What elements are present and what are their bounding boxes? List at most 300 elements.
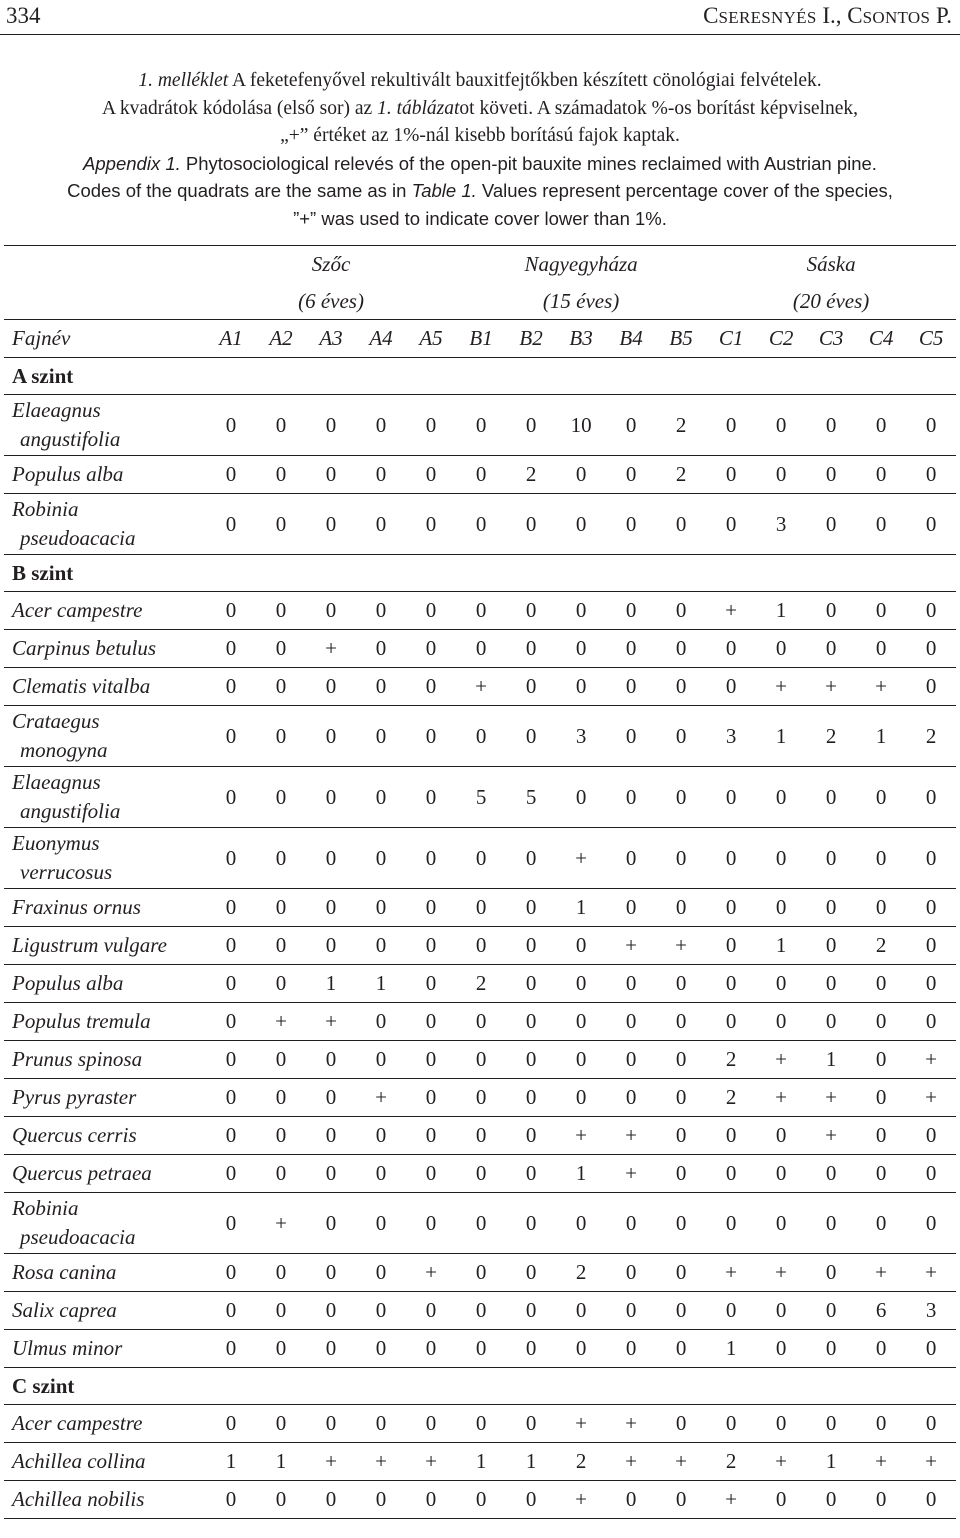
- species-name-part: pseudoacacia: [20, 526, 136, 550]
- cover-value: +: [556, 1481, 606, 1519]
- cover-value: 0: [456, 1254, 506, 1292]
- species-name: [4, 1330, 206, 1368]
- cover-value: 0: [406, 395, 456, 456]
- cover-value: 0: [456, 1079, 506, 1117]
- cover-value: 0: [406, 592, 456, 630]
- cover-value: 0: [256, 1330, 306, 1368]
- cover-value: 0: [756, 1003, 806, 1041]
- species-name: [4, 592, 206, 630]
- column-header-a1: A1: [206, 320, 256, 358]
- cover-value: 0: [256, 1405, 306, 1443]
- cover-value: 0: [206, 1254, 256, 1292]
- section-title: B szint: [4, 555, 206, 592]
- cover-value: 0: [656, 965, 706, 1003]
- cover-value: 0: [856, 592, 906, 630]
- cover-value: 0: [756, 1481, 806, 1519]
- cover-value: 0: [706, 1292, 756, 1330]
- table-row: [4, 706, 956, 767]
- cover-value: 2: [706, 1079, 756, 1117]
- cover-value: 0: [406, 456, 456, 494]
- species-name-part: Elaeagnus: [12, 770, 101, 794]
- site-name: Nagyegyháza: [456, 246, 706, 284]
- cover-value: 0: [356, 1193, 406, 1254]
- cover-value: 0: [906, 1117, 956, 1155]
- cover-value: +: [656, 927, 706, 965]
- species-name: [4, 1079, 206, 1117]
- cover-value: 0: [406, 668, 456, 706]
- cover-value: 0: [256, 1117, 306, 1155]
- cover-value: 0: [456, 1481, 506, 1519]
- column-header-b5: B5: [656, 320, 706, 358]
- cover-value: 0: [256, 592, 306, 630]
- species-name-part: Rosa canina: [12, 1260, 117, 1284]
- species-name-part: Quercus petraea: [12, 1161, 152, 1185]
- section-blank: [206, 555, 956, 592]
- species-name-part: Salix caprea: [12, 1298, 117, 1322]
- site-age: (20 éves): [792, 288, 870, 313]
- caption-en-label: Appendix 1.: [83, 152, 181, 174]
- cover-value: +: [906, 1443, 956, 1481]
- cover-value: 0: [606, 1041, 656, 1079]
- cover-value: 0: [806, 1003, 856, 1041]
- cover-value: 0: [306, 1117, 356, 1155]
- cover-value: 0: [606, 630, 656, 668]
- cover-value: 0: [756, 828, 806, 889]
- cover-value: +: [556, 1117, 606, 1155]
- cover-value: 0: [706, 494, 756, 555]
- cover-value: +: [706, 592, 756, 630]
- cover-value: 0: [606, 767, 656, 828]
- cover-value: 0: [506, 1041, 556, 1079]
- page-header: [0, 0, 960, 36]
- species-name: [4, 1443, 206, 1481]
- cover-value: 0: [406, 965, 456, 1003]
- cover-value: 0: [556, 1041, 606, 1079]
- cover-value: 0: [806, 927, 856, 965]
- cover-value: 2: [656, 456, 706, 494]
- cover-value: 0: [856, 1481, 906, 1519]
- page-number: 334: [6, 3, 41, 28]
- table-row: [4, 630, 956, 668]
- cover-value: 0: [356, 1041, 406, 1079]
- cover-value: 0: [506, 1117, 556, 1155]
- species-name-part: Achillea collina: [12, 1449, 146, 1473]
- cover-value: 0: [456, 1155, 506, 1193]
- cover-value: 0: [656, 592, 706, 630]
- species-name-part: Fraxinus ornus: [12, 895, 141, 919]
- species-name-part: verrucosus: [20, 860, 113, 884]
- cover-value: 0: [556, 1079, 606, 1117]
- cover-value: 0: [906, 494, 956, 555]
- cover-value: 0: [506, 828, 556, 889]
- cover-value: 0: [606, 828, 656, 889]
- table-row: [4, 1443, 956, 1481]
- cover-value: +: [606, 1443, 656, 1481]
- cover-value: 0: [806, 1330, 856, 1368]
- cover-value: +: [606, 1117, 656, 1155]
- cover-value: 0: [906, 592, 956, 630]
- cover-value: 0: [206, 1041, 256, 1079]
- cover-value: 0: [906, 767, 956, 828]
- cover-value: 0: [856, 1041, 906, 1079]
- cover-value: 0: [356, 1292, 406, 1330]
- cover-value: 0: [356, 395, 406, 456]
- cover-value: 0: [356, 706, 406, 767]
- cover-value: 0: [206, 456, 256, 494]
- cover-value: 0: [206, 706, 256, 767]
- species-name-part: Ulmus minor: [12, 1336, 123, 1360]
- species-name: [4, 965, 206, 1003]
- species-name-part: Ligustrum vulgare: [12, 933, 167, 957]
- cover-value: 0: [856, 1155, 906, 1193]
- cover-value: +: [606, 927, 656, 965]
- cover-value: 0: [456, 1003, 506, 1041]
- species-name: [4, 706, 206, 767]
- cover-value: 0: [356, 592, 406, 630]
- species-name-part: Clematis vitalba: [12, 674, 151, 698]
- cover-value: 0: [706, 767, 756, 828]
- cover-value: 3: [706, 706, 756, 767]
- cover-value: 0: [506, 1405, 556, 1443]
- cover-value: 0: [706, 965, 756, 1003]
- cover-value: 0: [206, 1193, 256, 1254]
- cover-value: 0: [756, 1117, 806, 1155]
- cover-value: 0: [606, 456, 656, 494]
- cover-value: 0: [306, 1405, 356, 1443]
- cover-value: 0: [306, 592, 356, 630]
- cover-value: 0: [356, 1254, 406, 1292]
- section-header-row: [4, 1368, 956, 1405]
- cover-value: +: [256, 1193, 306, 1254]
- section-title: A szint: [4, 358, 206, 395]
- cover-value: +: [856, 668, 906, 706]
- cover-value: 0: [506, 927, 556, 965]
- cover-value: 0: [756, 456, 806, 494]
- species-name-part: Euonymus: [12, 831, 100, 855]
- site-age: (15 éves): [542, 288, 620, 313]
- cover-value: 0: [906, 1330, 956, 1368]
- caption-en-line-1: Appendix 1. Phytosociological relevés of the open-pit bauxite mines reclaimed with Austrian pine.: [83, 152, 877, 174]
- cover-value: 2: [906, 706, 956, 767]
- table-row: [4, 1041, 956, 1079]
- cover-value: 0: [806, 494, 856, 555]
- column-header-c3: C3: [806, 320, 856, 358]
- cover-value: +: [756, 1079, 806, 1117]
- cover-value: 0: [506, 668, 556, 706]
- cover-value: 0: [306, 1079, 356, 1117]
- cover-value: 0: [406, 1292, 456, 1330]
- caption-hu-line-1: 1. melléklet A feketefenyővel rekultivált bauxitfejtőkben készített cönológiai felvételek.: [138, 70, 822, 91]
- cover-value: 0: [856, 395, 906, 456]
- table-row: [4, 965, 956, 1003]
- species-name: [4, 1117, 206, 1155]
- table-row: [4, 1292, 956, 1330]
- cover-value: 0: [456, 456, 506, 494]
- species-name-part: monogyna: [20, 738, 108, 762]
- cover-value: 0: [756, 1330, 806, 1368]
- cover-value: 0: [556, 927, 606, 965]
- cover-value: 0: [256, 1079, 306, 1117]
- cover-value: 0: [506, 889, 556, 927]
- cover-value: 0: [856, 828, 906, 889]
- cover-value: 0: [856, 889, 906, 927]
- species-name: [4, 456, 206, 494]
- cover-value: 1: [856, 706, 906, 767]
- cover-value: 0: [306, 1481, 356, 1519]
- cover-value: 0: [606, 1330, 656, 1368]
- cover-value: 0: [606, 706, 656, 767]
- cover-value: 0: [256, 927, 306, 965]
- column-header-row: [4, 320, 956, 358]
- cover-value: 0: [356, 1481, 406, 1519]
- cover-value: 5: [456, 767, 506, 828]
- column-header-a5: A5: [406, 320, 456, 358]
- cover-value: 0: [206, 1003, 256, 1041]
- table-row: [4, 1330, 956, 1368]
- cover-value: 0: [606, 395, 656, 456]
- cover-value: 0: [756, 965, 806, 1003]
- table-row: [4, 395, 956, 456]
- cover-value: 0: [806, 456, 856, 494]
- cover-value: 0: [756, 395, 806, 456]
- cover-value: 0: [606, 668, 656, 706]
- cover-value: 0: [206, 1117, 256, 1155]
- cover-value: 0: [306, 767, 356, 828]
- cover-value: 0: [556, 965, 606, 1003]
- cover-value: 5: [506, 767, 556, 828]
- cover-value: 0: [206, 828, 256, 889]
- cover-value: 0: [406, 889, 456, 927]
- species-name: [4, 767, 206, 828]
- site-name: Sáska: [706, 246, 956, 284]
- cover-value: 0: [756, 630, 806, 668]
- cover-value: +: [606, 1155, 656, 1193]
- cover-value: 0: [506, 1254, 556, 1292]
- cover-value: 0: [356, 456, 406, 494]
- table-row: [4, 1254, 956, 1292]
- cover-value: 0: [506, 965, 556, 1003]
- cover-value: +: [856, 1254, 906, 1292]
- cover-value: +: [406, 1254, 456, 1292]
- cover-value: +: [256, 1003, 306, 1041]
- cover-value: 0: [806, 630, 856, 668]
- cover-value: 0: [706, 1155, 756, 1193]
- author-2-initial: C: [847, 3, 863, 28]
- cover-value: 0: [506, 706, 556, 767]
- species-name: [4, 494, 206, 555]
- cover-value: +: [306, 1443, 356, 1481]
- cover-value: 0: [756, 1193, 806, 1254]
- species-name-part: Achillea nobilis: [12, 1487, 145, 1511]
- cover-value: 0: [206, 1292, 256, 1330]
- cover-value: 2: [556, 1254, 606, 1292]
- cover-value: 1: [306, 965, 356, 1003]
- cover-value: 0: [356, 1405, 406, 1443]
- cover-value: 0: [756, 1292, 806, 1330]
- species-name-part: pseudoacacia: [20, 1225, 136, 1249]
- cover-value: 0: [506, 630, 556, 668]
- cover-value: 0: [806, 1155, 856, 1193]
- cover-value: 0: [506, 395, 556, 456]
- cover-value: 0: [506, 494, 556, 555]
- species-name-part: Pyrus pyraster: [12, 1085, 137, 1109]
- cover-value: 0: [556, 1292, 606, 1330]
- cover-value: 0: [256, 395, 306, 456]
- cover-value: 0: [206, 927, 256, 965]
- cover-value: +: [806, 668, 856, 706]
- section-blank: [206, 1368, 956, 1405]
- cover-value: 0: [656, 1254, 706, 1292]
- cover-value: 1: [806, 1041, 856, 1079]
- author-2-surname: SONTOS: [862, 8, 931, 27]
- cover-value: 0: [256, 1041, 306, 1079]
- author-1-surname: SERESNYÉS: [718, 8, 817, 27]
- cover-value: 0: [556, 1330, 606, 1368]
- cover-value: 0: [706, 630, 756, 668]
- cover-value: 0: [406, 927, 456, 965]
- species-name: [4, 1041, 206, 1079]
- cover-value: 0: [906, 927, 956, 965]
- cover-value: 0: [456, 1292, 506, 1330]
- cover-value: 0: [806, 592, 856, 630]
- cover-value: 0: [556, 1003, 606, 1041]
- name-column-header: Fajnév: [4, 320, 206, 358]
- cover-value: 0: [606, 1003, 656, 1041]
- column-header-c5: C5: [906, 320, 956, 358]
- cover-value: 0: [806, 395, 856, 456]
- cover-value: 3: [906, 1292, 956, 1330]
- cover-value: 0: [856, 1003, 906, 1041]
- cover-value: 0: [556, 668, 606, 706]
- table-row: [4, 494, 956, 555]
- cover-value: 0: [456, 706, 506, 767]
- cover-value: 0: [706, 927, 756, 965]
- cover-value: 0: [856, 1117, 906, 1155]
- cover-value: 0: [906, 1193, 956, 1254]
- cover-value: 0: [406, 1481, 456, 1519]
- cover-value: 0: [556, 456, 606, 494]
- cover-value: 0: [456, 395, 506, 456]
- table-row: [4, 592, 956, 630]
- cover-value: 0: [506, 592, 556, 630]
- cover-value: +: [806, 1079, 856, 1117]
- cover-value: 0: [206, 630, 256, 668]
- cover-value: +: [906, 1079, 956, 1117]
- cover-value: 0: [456, 1193, 506, 1254]
- cover-value: 0: [656, 1405, 706, 1443]
- cover-value: 0: [656, 1193, 706, 1254]
- cover-value: 0: [406, 1155, 456, 1193]
- table-row: [4, 1481, 956, 1519]
- running-head-authors: [703, 3, 952, 29]
- cover-value: +: [656, 1443, 706, 1481]
- species-name: [4, 828, 206, 889]
- table-row: [4, 1193, 956, 1254]
- table-row: [4, 1079, 956, 1117]
- cover-value: 0: [756, 1405, 806, 1443]
- cover-value: 0: [656, 494, 706, 555]
- cover-value: 0: [856, 456, 906, 494]
- section-header-row: [4, 358, 956, 395]
- cover-value: 0: [256, 1155, 306, 1193]
- cover-value: 0: [706, 395, 756, 456]
- cover-value: 0: [506, 1292, 556, 1330]
- cover-value: 0: [656, 828, 706, 889]
- cover-value: 0: [206, 1405, 256, 1443]
- corner-cell: [4, 284, 206, 320]
- table-row: [4, 1003, 956, 1041]
- cover-value: 0: [206, 1079, 256, 1117]
- cover-value: 0: [656, 1330, 706, 1368]
- cover-value: 0: [756, 1155, 806, 1193]
- cover-value: 0: [806, 1405, 856, 1443]
- cover-value: 0: [906, 668, 956, 706]
- cover-value: 0: [406, 1003, 456, 1041]
- species-name-part: Carpinus betulus: [12, 636, 157, 660]
- cover-value: 0: [906, 1405, 956, 1443]
- caption-en-line-2: Codes of the quadrats are the same as in Table 1. Values represent percentage cover of the species,: [67, 180, 893, 201]
- caption-hu-line-2: A kvadrátok kódolása (első sor) az 1. táblázatot követi. A számadatok %-os borítást képviselnek,: [101, 97, 859, 119]
- cover-value: 0: [906, 456, 956, 494]
- cover-value: 0: [806, 965, 856, 1003]
- cover-value: 1: [206, 1443, 256, 1481]
- species-name-part: Acer campestre: [12, 1411, 143, 1435]
- cover-value: 0: [456, 1117, 506, 1155]
- cover-value: 0: [506, 1193, 556, 1254]
- cover-value: 1: [756, 706, 806, 767]
- cover-value: 0: [456, 1041, 506, 1079]
- column-header-a4: A4: [356, 320, 406, 358]
- section-title: C szint: [4, 1368, 206, 1405]
- cover-value: 0: [306, 668, 356, 706]
- cover-value: 2: [806, 706, 856, 767]
- cover-value: 0: [656, 889, 706, 927]
- cover-value: 0: [656, 1155, 706, 1193]
- cover-value: 0: [856, 1405, 906, 1443]
- cover-value: 0: [606, 889, 656, 927]
- cover-value: 0: [256, 1292, 306, 1330]
- species-name: [4, 1155, 206, 1193]
- cover-value: 0: [506, 1330, 556, 1368]
- cover-value: 0: [856, 767, 906, 828]
- cover-value: 2: [556, 1443, 606, 1481]
- column-header-b2: B2: [506, 320, 556, 358]
- cover-value: 1: [556, 1155, 606, 1193]
- cover-value: 0: [256, 1481, 306, 1519]
- cover-value: 0: [906, 965, 956, 1003]
- species-name: [4, 1254, 206, 1292]
- cover-value: 0: [706, 889, 756, 927]
- header-rule: [0, 34, 960, 35]
- section-header-row: [4, 555, 956, 592]
- cover-value: 0: [306, 395, 356, 456]
- cover-value: 0: [606, 592, 656, 630]
- cover-value: 0: [656, 1481, 706, 1519]
- cover-value: 1: [506, 1443, 556, 1481]
- species-name: [4, 1405, 206, 1443]
- cover-value: 0: [806, 1481, 856, 1519]
- cover-value: 0: [806, 1254, 856, 1292]
- cover-value: 0: [306, 1254, 356, 1292]
- cover-value: 0: [856, 630, 906, 668]
- cover-value: 0: [756, 889, 806, 927]
- cover-value: 0: [656, 630, 706, 668]
- cover-value: +: [706, 1254, 756, 1292]
- column-header-b3: B3: [556, 320, 606, 358]
- species-name: [4, 668, 206, 706]
- caption-en-line-3: ”+” was used to indicate cover lower than 1%.: [293, 207, 667, 229]
- cover-value: 0: [306, 889, 356, 927]
